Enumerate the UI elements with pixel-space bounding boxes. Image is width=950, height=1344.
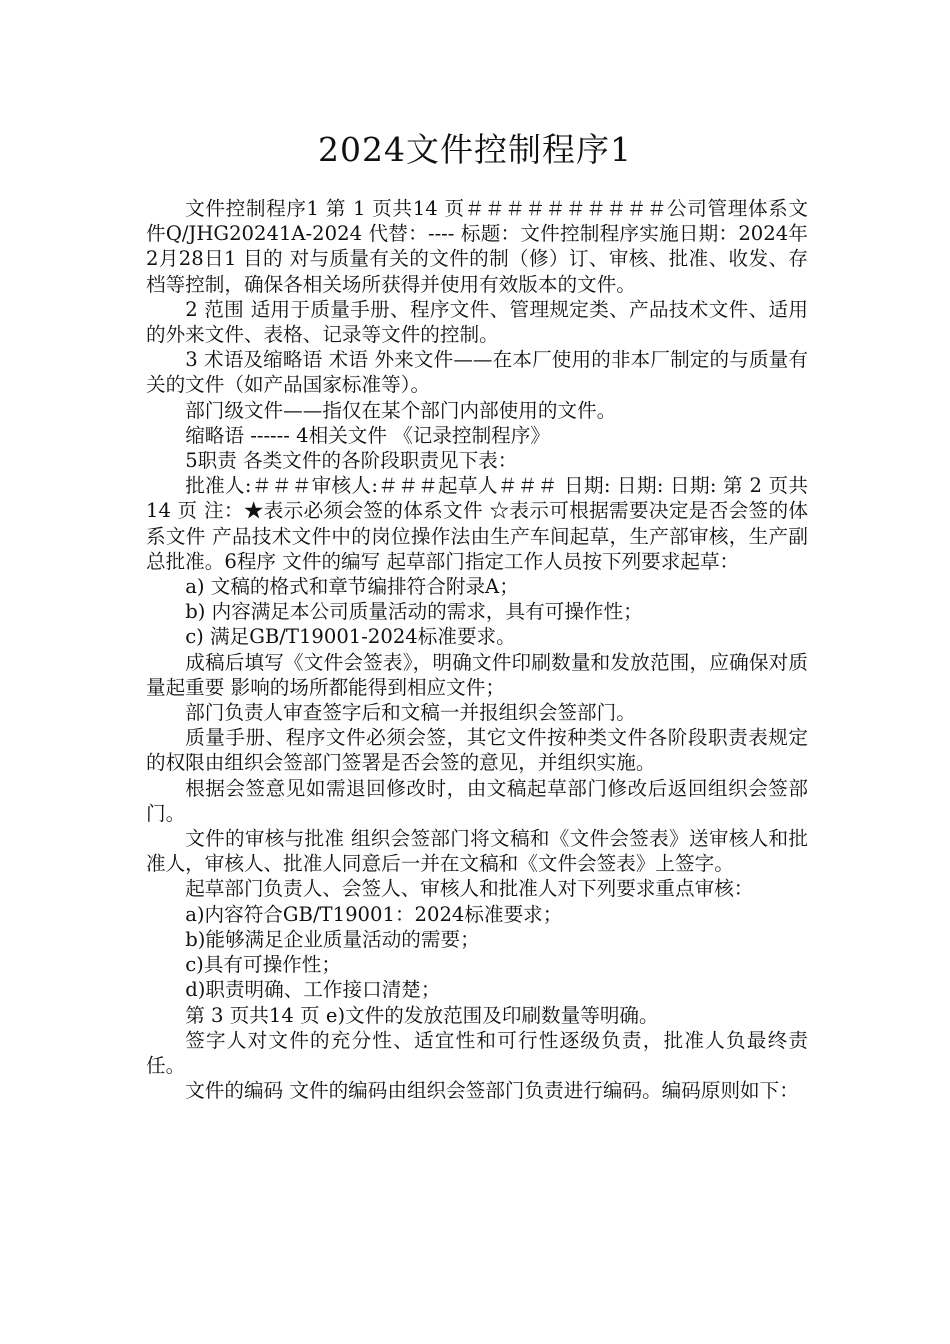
paragraph: 质量手册、程序文件必须会签，其它文件按种类文件各阶段职责表规定的权限由组织会签部门签署是否会签的意见，并组织实施。 [146,726,808,775]
paragraph: 根据会签意见如需退回修改时，由文稿起草部门修改后返回组织会签部门。 [146,776,808,825]
paragraph: 3 术语及缩略语 术语 外来文件——在本厂使用的非本厂制定的与质量有关的文件（如产品国家标准等）。 [146,348,808,397]
paragraph: b)能够满足企业质量活动的需要； [185,927,480,951]
paragraph: 缩略语 ------ 4相关文件 《记录控制程序》 [185,423,550,447]
paragraph: 2 范围 适用于质量手册、程序文件、管理规定类、产品技术文件、适用的外来文件、表格、记录等文件的控制。 [146,297,808,347]
paragraph: c)具有可操作性； [185,953,341,977]
paragraph: 第 3 页共14 页 e)文件的发放范围及印刷数量等明确。 [185,1003,659,1027]
paragraph: 批准人:＃＃＃审核人:＃＃＃起草人＃＃＃ 日期: 日期: 日期: 第 2 页共14 页 注：★表示必须会签的体系文件 ☆表示可根据需要决定是否会签的体系文件 产品技术文件中的岗位操作法由生产车间起草，生产部审核，生产副总批准。6程序 文件的编写 起草部门指定工作人员按下列要求起草： [146,474,808,573]
paragraph: d)职责明确、工作接口清楚； [185,978,441,1002]
paragraph: 5职责 各类文件的各阶段职责见下表： [185,449,518,473]
document-body [146,196,808,1103]
paragraph: b) 内容满足本公司质量活动的需求，具有可操作性； [185,600,643,624]
document-title: 2024文件控制程序1 [318,130,632,169]
paragraph: 签字人对文件的充分性、适宜性和可行性逐级负责，批准人负最终责任。 [146,1028,808,1077]
paragraph: 部门负责人审查签字后和文稿一并报组织会签部门。 [185,701,636,725]
paragraph: a)内容符合GB/T19001：2024标准要求； [185,902,563,926]
paragraph: 文件控制程序1 第 1 页共14 页＃＃＃＃＃＃＃＃＃＃公司管理体系文件Q/JHG20241A-2024 代替：---- 标题：文件控制程序实施日期：2024年2月28日1 目的 对与质量有关的文件的制（修）订、审核、批准、收发、存档等控制，确保各相关场所获得并使用有效版本的文件。 [146,197,808,296]
paragraph: c) 满足GB/T19001-2024标准要求。 [185,625,516,649]
paragraph: 部门级文件——指仅在某个部门内部使用的文件。 [185,398,617,422]
paragraph: 起草部门负责人、会签人、审核人和批准人对下列要求重点审核： [185,877,754,901]
paragraph: 文件的审核与批准 组织会签部门将文稿和《文件会签表》送审核人和批准人，审核人、批准人同意后一并在文稿和《文件会签表》上签字。 [146,827,808,876]
paragraph: a) 文稿的格式和章节编排符合附录A； [185,575,519,599]
paragraph: 文件的编码 文件的编码由组织会签部门负责进行编码。编码原则如下： [185,1079,799,1103]
paragraph: 成稿后填写《文件会签表》，明确文件印刷数量和发放范围，应确保对质量起重要 影响的场所都能得到相应文件； [146,650,808,699]
